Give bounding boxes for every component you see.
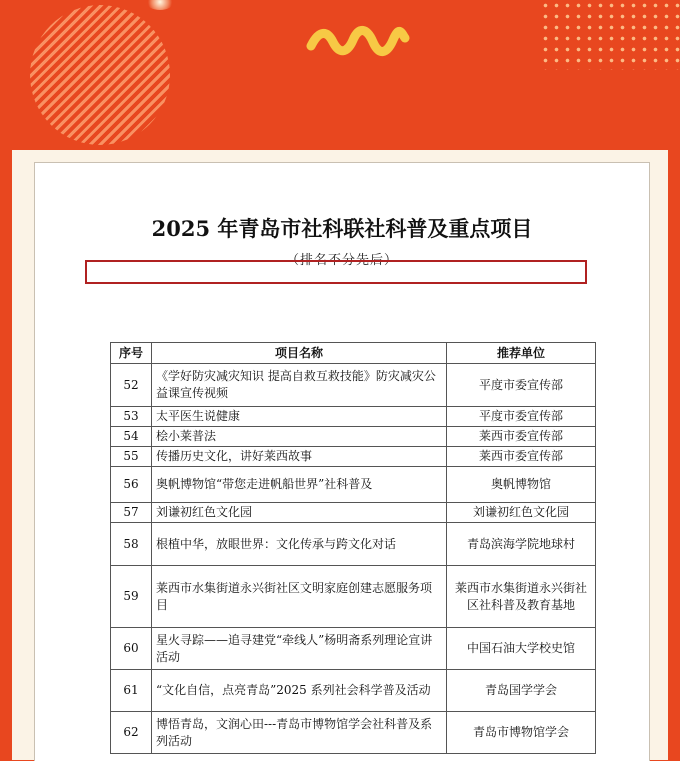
- decorative-wave-icon: [305, 24, 410, 60]
- document-frame: [12, 150, 668, 760]
- table-row: [111, 712, 596, 754]
- row-unit: 中国石油大学校史馆: [447, 628, 596, 670]
- row-number: 55: [111, 447, 152, 467]
- header-recommending-unit: 推荐单位: [447, 343, 596, 364]
- row-project-name: 桧小莱普法: [152, 427, 447, 447]
- row-number: 60: [111, 628, 152, 670]
- decorative-striped-circle: [30, 5, 170, 145]
- table-row: [111, 407, 596, 427]
- table-row: [111, 467, 596, 503]
- row-number: 56: [111, 467, 152, 503]
- table-row: [111, 566, 596, 628]
- row-unit: 青岛国学学会: [447, 670, 596, 712]
- header-number: 序号: [111, 343, 152, 364]
- row-unit: 平度市委宣传部: [447, 407, 596, 427]
- table-row: [111, 628, 596, 670]
- document-subtitle: （排名不分先后）: [285, 253, 398, 268]
- document-page: [34, 162, 650, 761]
- project-table: [110, 342, 596, 754]
- row-number: 62: [111, 712, 152, 754]
- row-project-name: 莱西市水集街道永兴街社区文明家庭创建志愿服务项目: [152, 566, 447, 628]
- row-number: 52: [111, 364, 152, 407]
- row-unit: 莱西市委宣传部: [447, 447, 596, 467]
- row-unit: 青岛滨海学院地球村: [447, 523, 596, 566]
- table-header-row: [111, 343, 596, 364]
- table-row: [111, 503, 596, 523]
- document-title: 2025 年青岛市社科联社科普及重点项目: [151, 216, 533, 241]
- decorative-dot-grid: [540, 0, 680, 70]
- row-unit: 奥帆博物馆: [447, 467, 596, 503]
- row-unit: 青岛市博物馆学会: [447, 712, 596, 754]
- row-unit: 莱西市委宣传部: [447, 427, 596, 447]
- table-row: [111, 447, 596, 467]
- row-number: 59: [111, 566, 152, 628]
- decorative-light-spot: [146, 0, 174, 10]
- table-row: [111, 670, 596, 712]
- row-number: 53: [111, 407, 152, 427]
- row-unit: 平度市委宣传部: [447, 364, 596, 407]
- row-project-name: 星火寻踪——追寻建党“牵线人”杨明斋系列理论宣讲活动: [152, 628, 447, 670]
- row-highlight-box: [85, 260, 587, 284]
- row-project-name: 刘谦初红色文化园: [152, 503, 447, 523]
- table-row: [111, 427, 596, 447]
- row-project-name: “文化自信，点亮青岛”2025 系列社会科学普及活动: [152, 670, 447, 712]
- row-project-name: 根植中华，放眼世界：文化传承与跨文化对话: [152, 523, 447, 566]
- header-project-name: 项目名称: [152, 343, 447, 364]
- row-unit: 莱西市水集街道永兴街社区社科普及教育基地: [447, 566, 596, 628]
- row-number: 54: [111, 427, 152, 447]
- row-number: 58: [111, 523, 152, 566]
- table-row: [111, 364, 596, 407]
- row-project-name: 传播历史文化，讲好莱西故事: [152, 447, 447, 467]
- row-project-name: 太平医生说健康: [152, 407, 447, 427]
- row-unit: 刘谦初红色文化园: [447, 503, 596, 523]
- row-number: 57: [111, 503, 152, 523]
- row-project-name: 《学好防灾减灾知识 提高自救互救技能》防灾减灾公益课宣传视频: [152, 364, 447, 407]
- row-project-name: 博悟青岛，文润心田---青岛市博物馆学会社科普及系列活动: [152, 712, 447, 754]
- row-project-name: 奥帆博物馆“带您走进帆船世界”社科普及: [152, 467, 447, 503]
- table-row: [111, 523, 596, 566]
- row-number: 61: [111, 670, 152, 712]
